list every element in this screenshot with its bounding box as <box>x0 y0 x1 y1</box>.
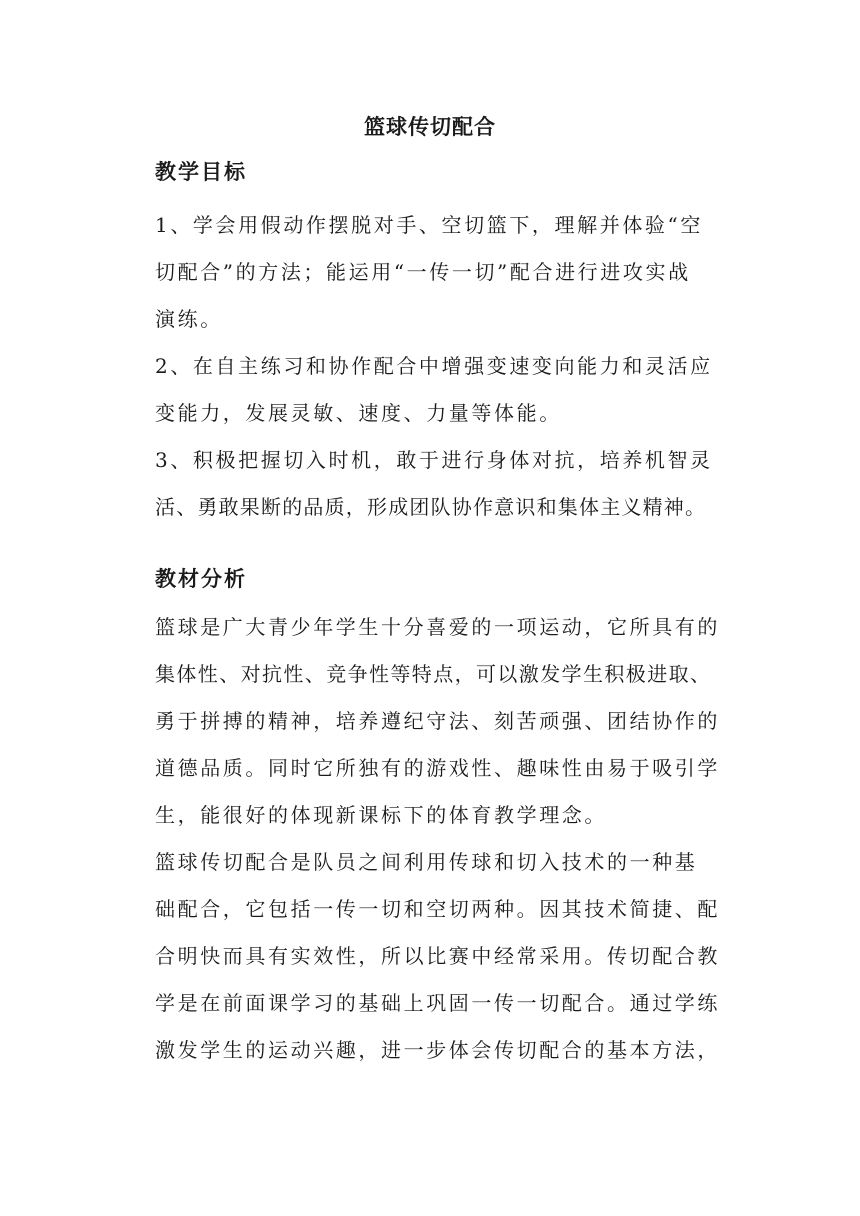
section-heading: 教学目标 <box>155 159 247 184</box>
section-heading: 教材分析 <box>155 566 247 591</box>
text-line: 1、学会用假动作摆脱对手、空切篮下，理解并体验“空 <box>155 213 703 237</box>
text-line: 变能力，发展灵敏、速度、力量等体能。 <box>155 401 562 425</box>
section-teaching-goals <box>155 157 735 531</box>
text-line: 合明快而具有实效性，所以比赛中经常采用。传切配合教 <box>155 944 720 968</box>
text-line: 础配合，它包括一传一切和空切两种。因其技术简捷、配 <box>155 897 720 921</box>
text-line: 切配合”的方法；能运用“一传一切”配合进行进攻实战 <box>155 260 691 284</box>
text-line: 篮球是广大青少年学生十分喜爱的一项运动，它所具有的 <box>155 615 720 639</box>
text-line: 集体性、对抗性、竞争性等特点，可以激发学生积极进取、 <box>155 662 712 686</box>
paragraph-goal-1 <box>155 202 735 343</box>
section-material-analysis <box>155 564 735 1074</box>
paragraph-analysis-2 <box>155 839 735 1074</box>
text-line: 2、在自主练习和协作配合中增强变速变向能力和灵活应 <box>155 354 713 378</box>
text-line: 道德品质。同时它所独有的游戏性、趣味性由易于吸引学 <box>155 756 720 780</box>
text-line: 学是在前面课学习的基础上巩固一传一切配合。通过学练 <box>155 991 720 1015</box>
text-line: 3、积极把握切入时机，敢于进行身体对抗，培养机智灵 <box>155 448 713 472</box>
text-line: 篮球传切配合是队员之间利用传球和切入技术的一种基 <box>155 850 698 874</box>
text-line: 活、勇敢果断的品质，形成团队协作意识和集体主义精神。 <box>155 495 707 519</box>
paragraph-goal-3 <box>155 437 735 531</box>
text-line: 勇于拼搏的精神，培养遵纪守法、刻苦顽强、团结协作的 <box>155 709 720 733</box>
document-title: 篮球传切配合 <box>364 114 496 139</box>
text-line: 激发学生的运动兴趣，进一步体会传切配合的基本方法， <box>155 1038 720 1062</box>
paragraph-goal-2 <box>155 343 735 437</box>
text-line: 生，能很好的体现新课标下的体育教学理念。 <box>155 803 607 827</box>
text-line: 演练。 <box>155 307 223 331</box>
paragraph-analysis-1 <box>155 604 735 839</box>
